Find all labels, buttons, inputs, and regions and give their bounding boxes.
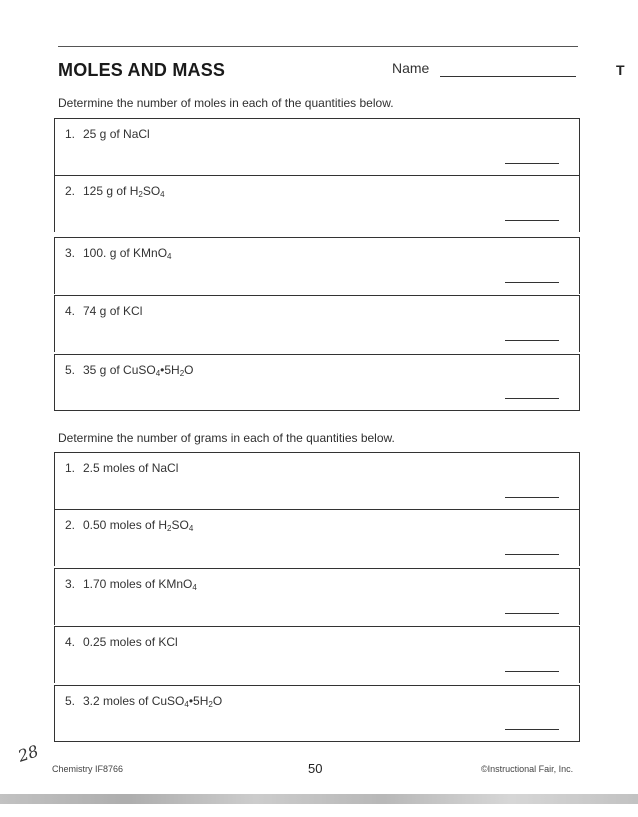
question-box [54,295,580,352]
answer-line[interactable] [505,282,559,283]
question-box [54,175,580,232]
question-box [54,118,580,175]
answer-line[interactable] [505,729,559,730]
answer-line[interactable] [505,554,559,555]
question-text: 5. 3.2 moles of $CuSO_4•5H_2O$ [65,694,223,709]
question-box [54,626,580,683]
name-field-line[interactable] [440,76,576,77]
question-text: 3. 100. g of KMnO$_4$ [65,246,172,261]
question-text: 3. 1.70 moles of KMnO$_4$ [65,577,197,592]
answer-line[interactable] [505,613,559,614]
name-label: Name [392,60,430,76]
scan-edge-band [0,794,638,804]
question-text: 4. 74 g of KCl [65,304,143,318]
answer-line[interactable] [505,163,559,164]
footer-book-code: Chemistry IF8766 [52,764,124,774]
section2-instruction: Determine the number of grams in each of the quantities below. [58,431,395,445]
answer-line[interactable] [505,340,559,341]
question-text: 4. 0.25 moles of KCl [65,635,178,649]
handwritten-note: 28 [15,741,41,766]
answer-line[interactable] [505,398,559,399]
question-box [54,452,580,509]
question-box [54,685,580,742]
footer-copyright: ©Instructional Fair, Inc. [481,764,574,774]
section1-instruction: Determine the number of moles in each of the quantities below. [58,96,394,110]
question-box [54,509,580,566]
question-box [54,568,580,625]
answer-line[interactable] [505,671,559,672]
question-text: 2. 0.50 moles of $H_2SO_4$ [65,518,194,533]
question-text: 5. 35 g of $CuSO_4•5H_2O$ [65,363,194,378]
question-box [54,237,580,294]
answer-line[interactable] [505,497,559,498]
question-text: 1. 2.5 moles of NaCl [65,461,179,475]
answer-line[interactable] [505,220,559,221]
question-text: 2. 125 g of $H_2SO_4$ [65,184,165,199]
top-rule [58,46,578,47]
question-box [54,354,580,411]
page-number: 50 [308,761,323,776]
question-text: 1. 25 g of NaCl [65,127,150,141]
edge-glyph: T [616,62,625,78]
worksheet-title: MOLES AND MASS [58,60,226,80]
